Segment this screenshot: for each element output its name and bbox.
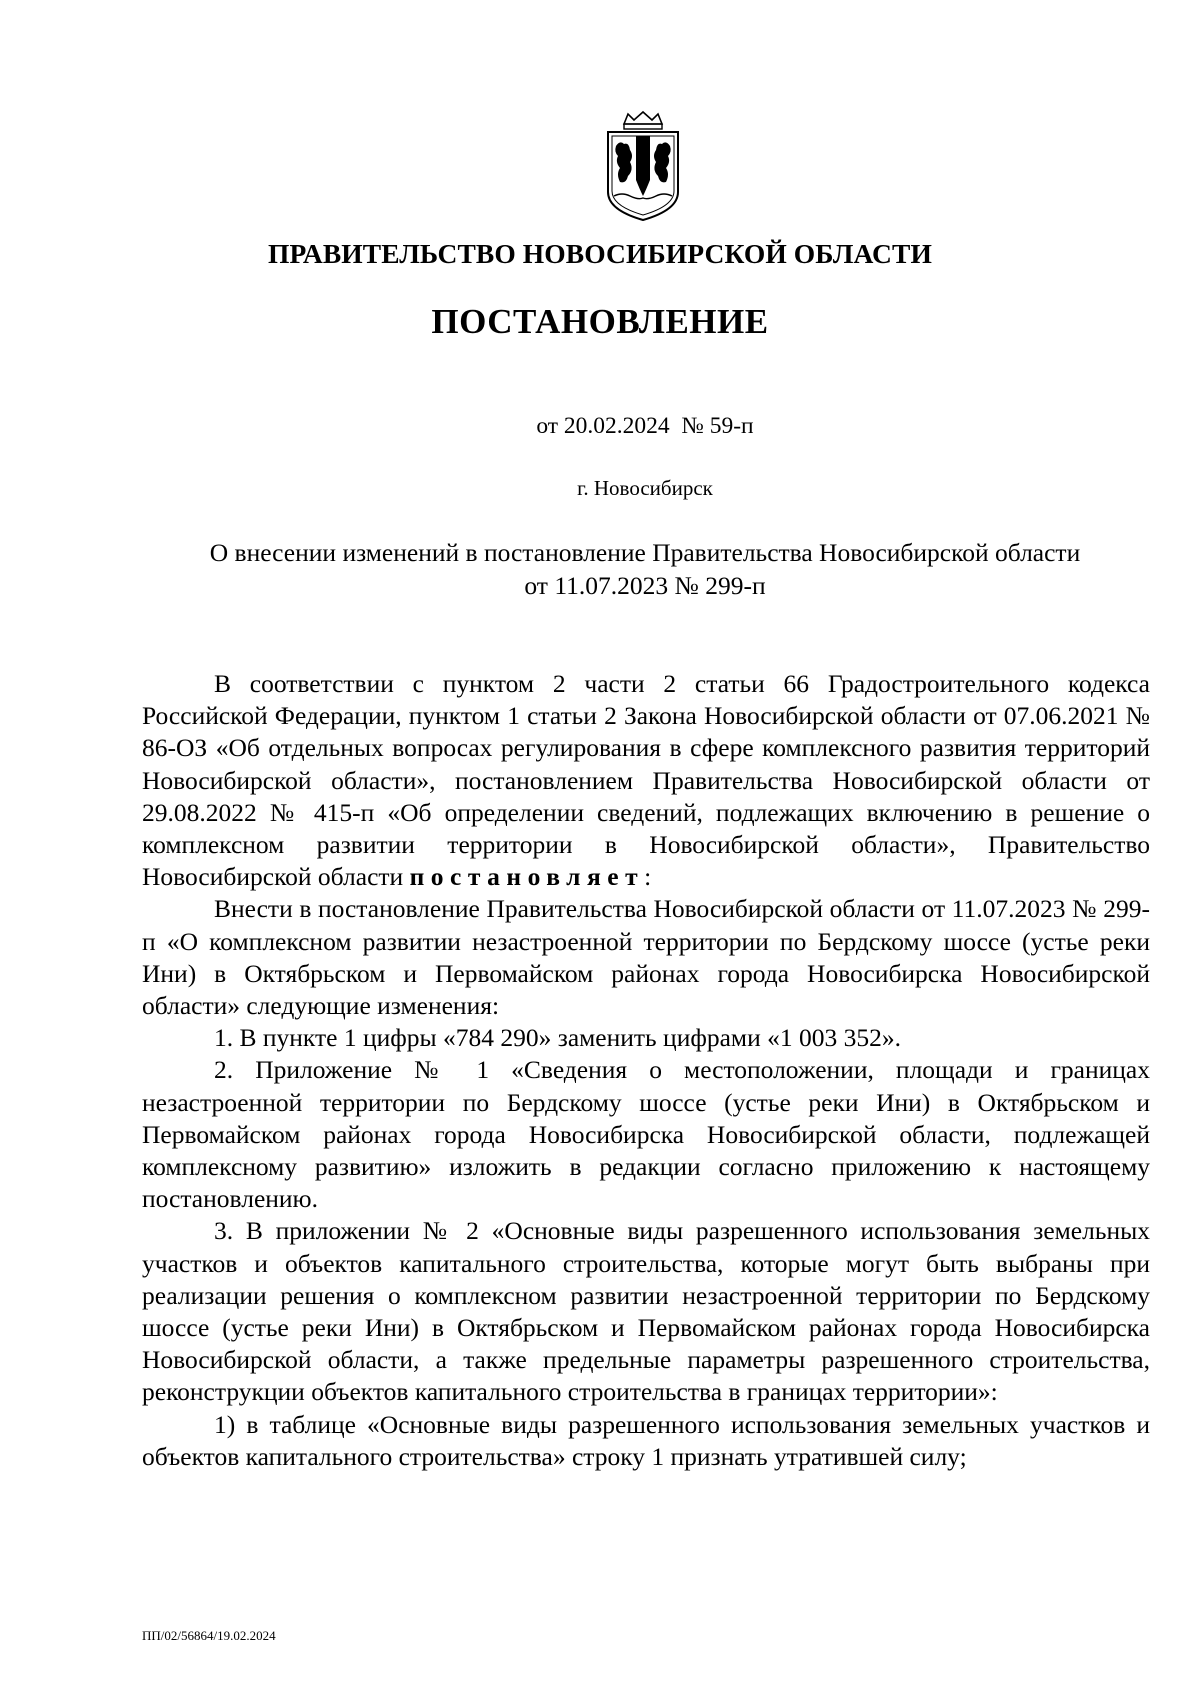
document-type-title: ПОСТАНОВЛЕНИЕ [431,302,769,341]
subject-line-1: О внесении изменений в постановление Правительства Новосибирской области [209,538,1081,567]
item-1-paragraph: 1. В пункте 1 цифры «784 290» заменить цифрами «1 003 352». [214,1023,901,1053]
government-title: ПРАВИТЕЛЬСТВО НОВОСИБИРСКОЙ ОБЛАСТИ [268,238,932,269]
item-3-subitem-1-paragraph: 1) в таблице «Основные виды разрешенного использования земельных участков и объектов капитального строительства» строку 1 признать утратившей силу; [142,1409,1150,1471]
preamble-paragraph [142,668,1150,893]
novosibirsk-coat-of-arms-icon [602,110,684,222]
decree-colon: : [644,862,652,892]
intro-paragraph: Внести в постановление Правительства Новосибирской области от 11.07.2023 № 299-п «О комплексном развитии незастроенной территории по Бердскому шоссе (устье реки Ини) в Октябрьском и Первомайском районах города Новосибирска Новосибирской области» следующие изменения: [142,894,1150,1021]
preamble-text: В соответствии с пунктом 2 части 2 статьи 66 Градостроительного кодекса Российской Федерации, пунктом 1 статьи 2 Закона Новосибирской области от 07.06.2021 № 86-ОЗ «Об отдельных вопросах регулирования в сфере комплексного развития территорий Новосибирской области», постановлением Правительства Новосибирской области от 29.08.2022 № 415-п «Об определении сведений, подлежащих включению в решение о комплексном развитии территории в Новосибирской области», Правительство Новосибирской области [142,669,1150,892]
decree-word: постановляет [409,862,645,892]
item-2-paragraph: 2. Приложение № 1 «Сведения о местоположении, площади и границах незастроенной территории по Бердскому шоссе (устье реки Ини) в Октябрьском и Первомайском районах города Новосибирска Новосибирской области, подлежащей комплексному развитию» изложить в редакции согласно приложению к настоящему постановлению. [142,1055,1150,1214]
footer-document-code: ПП/02/56864/19.02.2024 [142,1628,276,1643]
document-subject [0,536,1200,602]
document-city: г. Новосибирск [577,476,713,500]
document-date-number: от 20.02.2024 № 59-п [536,413,754,439]
item-3-paragraph: 3. В приложении № 2 «Основные виды разрешенного использования земельных участков и объектов капитального строительства, которые могут быть выбраны при реализации решения о комплексном развитии незастроенной территории по Бердскому шоссе (устье реки Ини) в Октябрьском и Первомайском районах города Новосибирска Новосибирской области, а также предельные параметры разрешенного строительства, реконструкции объектов капитального строительства в границах территории»: [142,1216,1150,1407]
subject-line-2: от 11.07.2023 № 299-п [524,571,766,600]
document-body [142,668,1150,1473]
